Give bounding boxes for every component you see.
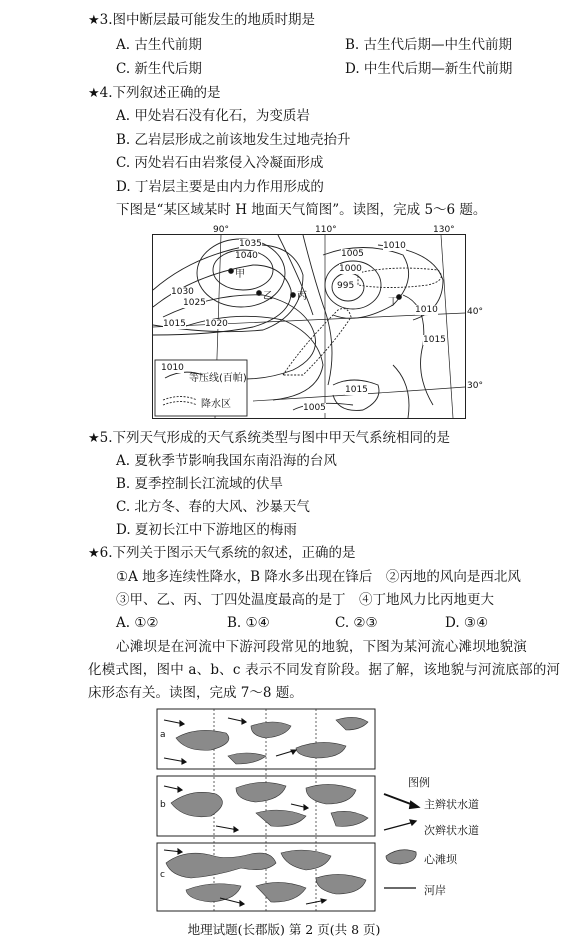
q5-option-d: D. 夏初长江中下游地区的梅雨 bbox=[116, 522, 297, 538]
q4-stem: ★4.下列叙述正确的是 bbox=[88, 85, 221, 101]
point-label-bing: 丙 bbox=[297, 291, 307, 302]
longitude-label: 130° bbox=[433, 225, 455, 235]
isobar-label: 1030 bbox=[171, 287, 194, 297]
q6-items-line1: ①A 地多连续性降水，B 降水多出现在锋后 ②丙地的风向是西北风 bbox=[116, 569, 521, 585]
q4-option-a: A. 甲处岩石没有化石，为变质岩 bbox=[116, 108, 310, 124]
q3-stem: ★3.图中断层最可能发生的地质时期是 bbox=[88, 12, 316, 28]
q6-option-a: A. ①② bbox=[116, 615, 159, 631]
q4-option-d: D. 丁岩层主要是由内力作用形成的 bbox=[116, 179, 324, 195]
q5-option-c: C. 北方冬、春的大风、沙暴天气 bbox=[116, 499, 310, 515]
isobar-label: 1015 bbox=[163, 319, 186, 329]
intro-7-8-line3: 床形态有关。读图，完成 7～8 题。 bbox=[88, 685, 303, 701]
legend-secondary-channel: 次辫状水道 bbox=[424, 824, 479, 837]
isobar-label: 1015 bbox=[423, 335, 446, 345]
q3-option-c: C. 新生代后期 bbox=[116, 61, 202, 77]
q3-option-d: D. 中生代后期—新生代前期 bbox=[345, 61, 513, 77]
legend-title: 图例 bbox=[408, 776, 430, 789]
latitude-label: 40° bbox=[467, 307, 483, 317]
legend-main-channel: 主辫状水道 bbox=[424, 798, 479, 811]
legend-bar: 心滩坝 bbox=[424, 853, 457, 866]
isobar-label: 1005 bbox=[341, 249, 364, 259]
star-icon: ★ bbox=[88, 431, 100, 446]
isobar-label: 1010 bbox=[383, 241, 406, 251]
intro-7-8-line2: 化模式图，图中 a、b、c 表示不同发育阶段。据了解，该地貌与河流底部的河 bbox=[88, 662, 561, 678]
weather-map-drawing bbox=[153, 235, 465, 418]
isobar-label: 1035 bbox=[239, 239, 262, 249]
q6-option-d: D. ③④ bbox=[445, 615, 489, 631]
legend-bank: 河岸 bbox=[424, 884, 446, 897]
panel-label-b: b bbox=[160, 800, 166, 810]
q5-stem: ★5.下列天气形成的天气系统类型与图中甲天气系统相同的是 bbox=[88, 430, 451, 446]
intro-7-8-line1: 心滩坝是在河流中下游河段常见的地貌，下图为某河流心滩坝地貌演 bbox=[116, 639, 527, 655]
isobar-label: 1010 bbox=[161, 363, 184, 373]
isobar-label: 1000 bbox=[339, 264, 362, 274]
isobar-label: 1025 bbox=[183, 298, 206, 308]
point-label-ding: 丁 bbox=[388, 297, 398, 308]
q6-stem: ★6.下列关于图示天气系统的叙述，正确的是 bbox=[88, 545, 356, 561]
panel-label-a: a bbox=[160, 730, 166, 740]
point-label-jia: 甲 bbox=[235, 269, 245, 280]
isobar-label: 995 bbox=[337, 281, 355, 291]
page-footer: 地理试题(长郡版) 第 2 页(共 8 页) bbox=[187, 922, 381, 937]
star-icon: ★ bbox=[88, 86, 100, 101]
legend-isobar-label: 等压线(百帕) bbox=[189, 373, 247, 384]
q3-option-b: B. 古生代后期—中生代前期 bbox=[345, 37, 513, 53]
q4-option-b: B. 乙岩层形成之前该地发生过地壳抬升 bbox=[116, 132, 351, 148]
point-label-yi: 乙 bbox=[263, 291, 273, 302]
q3-option-a: A. 古生代前期 bbox=[116, 37, 202, 53]
star-icon: ★ bbox=[88, 546, 100, 561]
isobar-label: 1005 bbox=[303, 403, 326, 413]
isobar-label: 1015 bbox=[345, 385, 368, 395]
longitude-label: 110° bbox=[315, 225, 337, 235]
isobar-label: 1020 bbox=[205, 319, 228, 329]
bar-figure-legend bbox=[380, 774, 530, 904]
longitude-label: 90° bbox=[213, 225, 229, 235]
bar-figure-drawing bbox=[156, 708, 376, 914]
q6-option-c: C. ②③ bbox=[335, 615, 378, 631]
q4-option-c: C. 丙处岩石由岩浆侵入冷凝面形成 bbox=[116, 155, 324, 171]
panel-label-c: c bbox=[160, 870, 165, 880]
star-icon: ★ bbox=[88, 13, 100, 28]
legend-rain-label: 降水区 bbox=[201, 399, 231, 410]
q6-option-b: B. ①④ bbox=[227, 615, 270, 631]
q5-option-a: A. 夏秋季节影响我国东南沿海的台风 bbox=[116, 453, 337, 469]
latitude-label: 30° bbox=[467, 381, 483, 391]
isobar-label: 1010 bbox=[415, 305, 438, 315]
q6-items-line2: ③甲、乙、丙、丁四处温度最高的是丁 ④丁地风力比丙地更大 bbox=[116, 592, 494, 608]
intro-5-6: 下图是“某区域某时 H 地面天气简图”。读图，完成 5～6 题。 bbox=[116, 202, 487, 218]
weather-map bbox=[152, 225, 483, 419]
bar-figure bbox=[156, 708, 376, 914]
q5-option-b: B. 夏季控制长江流域的伏旱 bbox=[116, 476, 284, 492]
isobar-label: 1040 bbox=[235, 251, 258, 261]
